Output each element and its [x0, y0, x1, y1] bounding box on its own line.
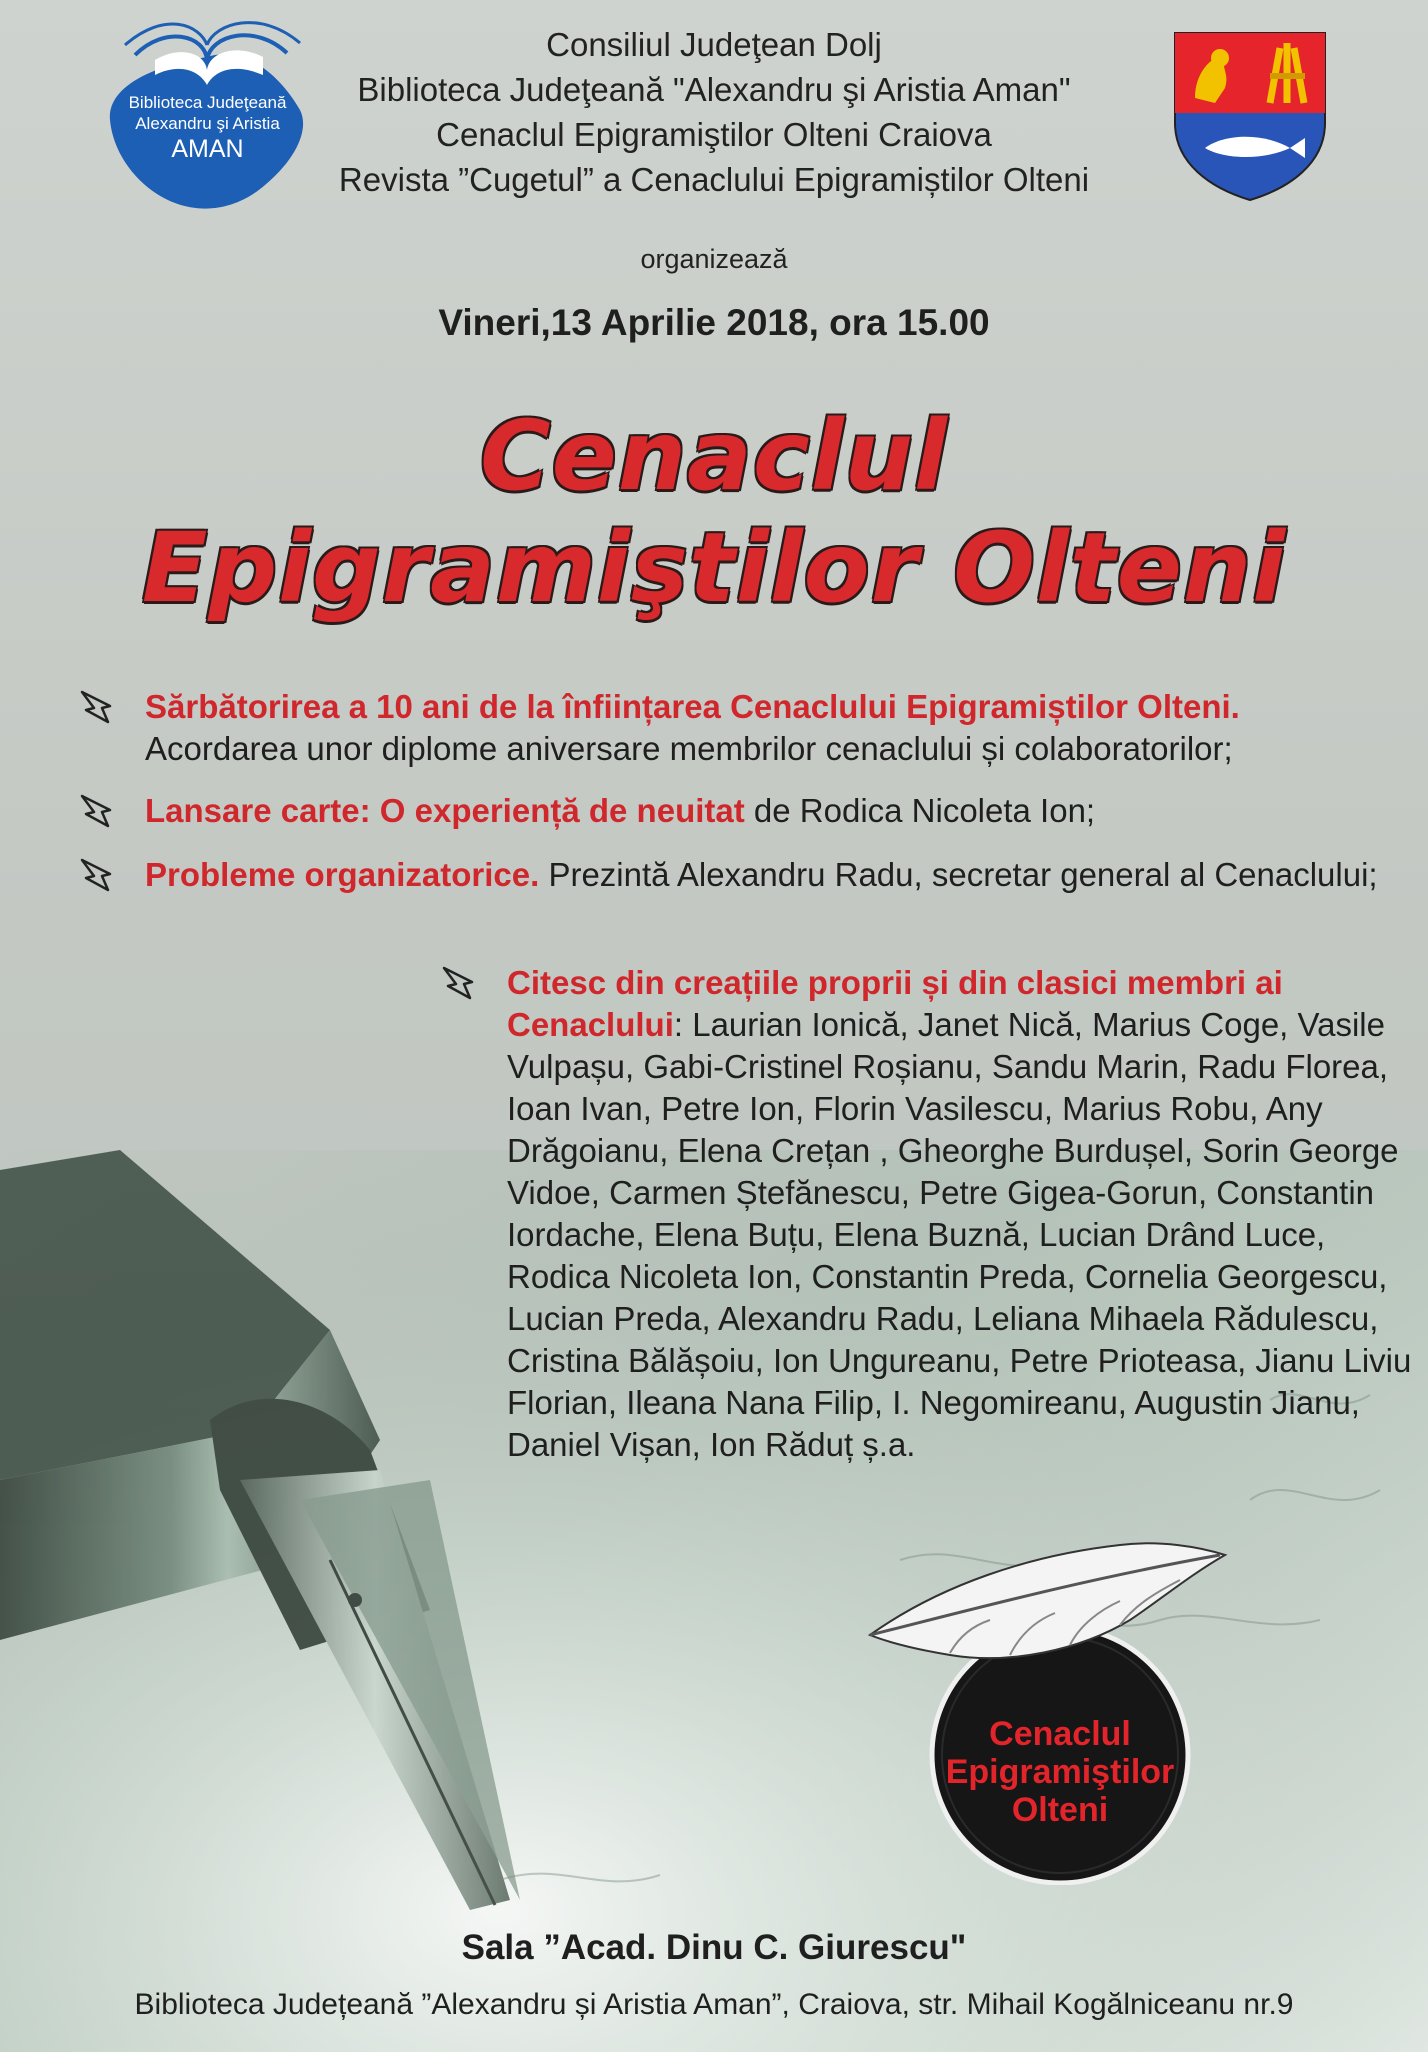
quill-feather-icon	[870, 1543, 1225, 1658]
badge-line3: Olteni	[1011, 1791, 1109, 1829]
arrow-bullet-icon	[78, 856, 116, 894]
arrow-bullet-icon	[78, 688, 116, 726]
arrow-bullet-icon	[440, 964, 478, 1002]
agenda-item-highlight: Citesc din creațiile proprii și din clasici membri ai Cenaclului	[507, 964, 1283, 1043]
header-line-library: Biblioteca Judeţeană "Alexandru şi Aristia Aman"	[357, 71, 1071, 108]
header-line-council: Consiliul Judeţean Dolj	[546, 26, 882, 63]
header-line-cenacle: Cenaclul Epigramiştilor Olteni Craiova	[436, 116, 992, 153]
agenda-item-text: : Laurian Ionică, Janet Nică, Marius Coge, Vasile Vulpașu, Gabi-Cristinel Roșianu, Sandu Marin, Radu Florea, Ioan Ivan, Petre Ion, Florin Vasilescu, Marius Robu, Any Drăgoianu, Elena Crețan , Gheorghe Burdușel, Sorin George Vidoe, Carmen Ștefănescu, Petre Gigea-Gorun, Constantin Iordache, Elena Buțu, Elena Buznă, Lucian Drând Luce, Rodica Nicoleta Ion, Constantin Preda, Cornelia Georgescu, Lucian Preda, Alexandru Radu, Leliana Mihaela Rădulescu, Cristina Bălășoiu, Ion Ungureanu, Petre Prioteasa, Jianu Liviu Florian, Ileana Nana Filip, I. Negomireanu, Augustin Jianu, Daniel Vișan, Ion Răduț ș.a.	[507, 1006, 1412, 1463]
event-title	[0, 400, 1428, 624]
library-logo-line3: AMAN	[171, 135, 244, 163]
header	[0, 22, 1428, 202]
event-date: Vineri,13 Aprilie 2018, ora 15.00	[438, 302, 990, 343]
agenda-item-text: Acordarea unor diplome aniversare membrilor cenaclului și colaboratorilor;	[145, 730, 1233, 767]
title-line2: Epigramiştilor Olteni	[141, 512, 1287, 624]
cenacle-badge	[860, 1525, 1230, 1885]
agenda-item-text: de Rodica Nicoleta Ion;	[744, 792, 1096, 829]
agenda-item-highlight: Sărbătorirea a 10 ani de la înființarea Cenaclului Epigramiștilor Olteni.	[145, 688, 1240, 725]
agenda-item-highlight: Probleme organizatorice.	[145, 856, 540, 893]
footer-venue: Sala ”Acad. Dinu C. Giurescu"	[461, 1928, 967, 1967]
library-logo-line2: Alexandru şi Aristia	[135, 114, 280, 133]
library-logo-line1: Biblioteca Judeţeană	[128, 93, 287, 112]
badge-line2: Epigramiştilor	[945, 1753, 1175, 1791]
agenda-item-highlight: Lansare carte: O experiență de neuitat	[145, 792, 745, 829]
arrow-bullet-icon	[78, 792, 116, 830]
footer-address: Biblioteca Județeană ”Alexandru și Aristia Aman”, Craiova, str. Mihail Kogălniceanu nr.9	[134, 1988, 1294, 2021]
organizes-label: organizează	[640, 244, 788, 274]
header-line-magazine: Revista ”Cugetul” a Cenaclului Epigramiștilor Olteni	[338, 161, 1090, 198]
agenda-item-text: Prezintă Alexandru Radu, secretar general al Cenaclului;	[539, 856, 1378, 893]
badge-text	[905, 1715, 1215, 1829]
title-line1: Cenaclul	[480, 400, 948, 512]
badge-line1: Cenaclul	[989, 1715, 1131, 1753]
